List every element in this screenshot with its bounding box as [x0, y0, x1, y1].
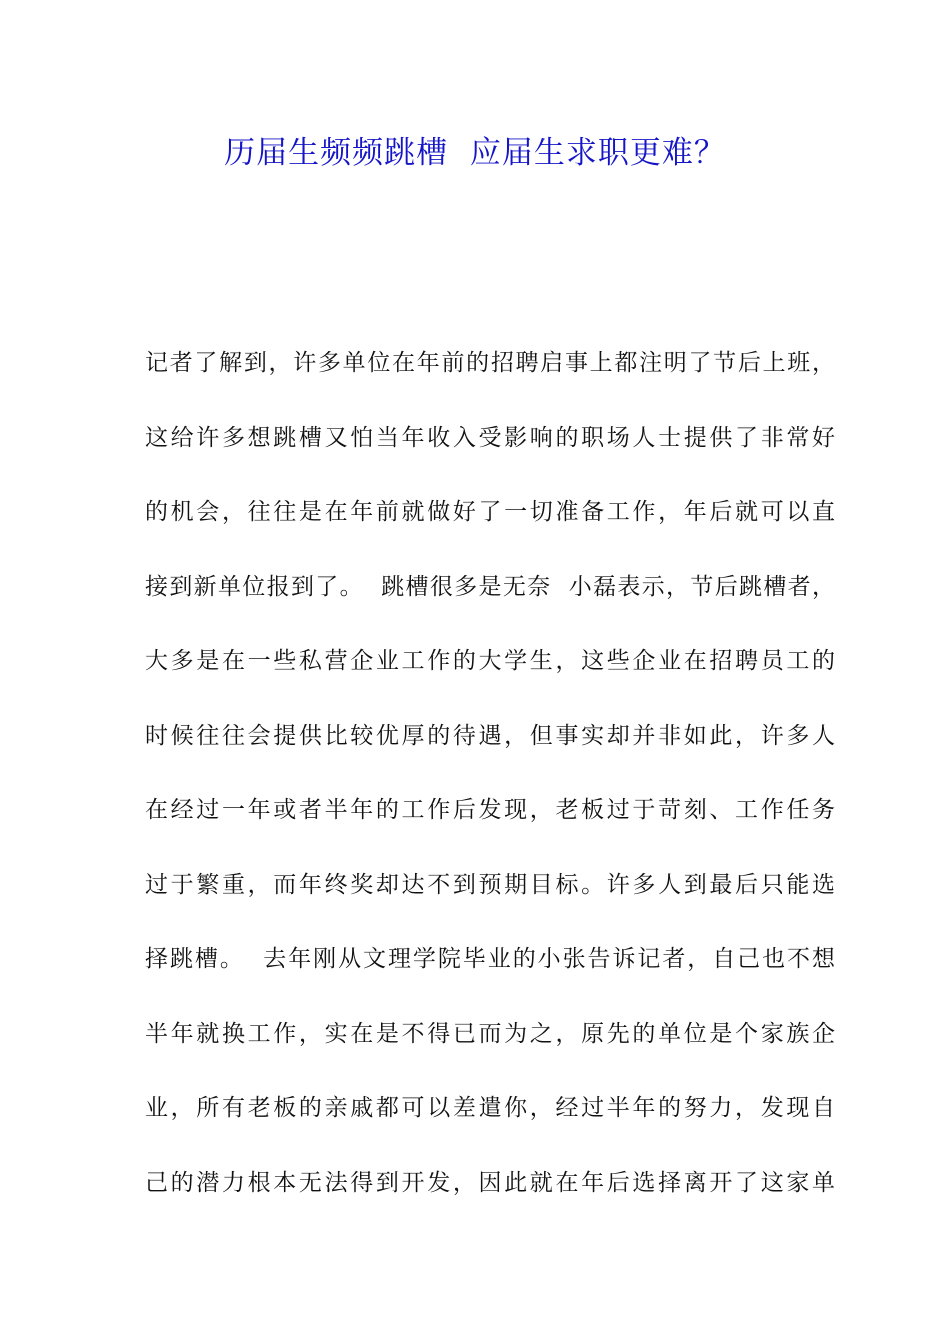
body-line-6: 时候往往会提供比较优厚的待遇，但事实却并非如此，许多人: [145, 722, 835, 749]
body-line-4: 接到新单位报到了。 跳槽很多是无奈 小磊表示，节后跳槽者，: [145, 573, 835, 600]
body-line-3: 的机会，往往是在年前就做好了一切准备工作，年后就可以直: [145, 499, 835, 525]
article-title: 历届生频频跳槽 应届生求职更难？: [224, 135, 726, 171]
body-line-12: 己的潜力根本无法得到开发，因此就在年后选择离开了这家单: [145, 1169, 835, 1196]
body-line-10: 半年就换工作，实在是不得已而为之，原先的单位是个家族企: [145, 1020, 835, 1047]
body-line-11: 业，所有老板的亲戚都可以差遣你，经过半年的努力，发现自: [145, 1095, 835, 1121]
body-line-7: 在经过一年或者半年的工作后发现，老板过于苛刻、工作任务: [145, 797, 835, 823]
article-body: [145, 343, 835, 1237]
body-line-5: 大多是在一些私营企业工作的大学生，这些企业在招聘员工的: [145, 648, 835, 674]
body-line-8: 过于繁重，而年终奖却达不到预期目标。许多人到最后只能选: [145, 871, 835, 898]
body-line-1: 记者了解到，许多单位在年前的招聘启事上都注明了节后上班，: [145, 350, 835, 376]
body-line-9: 择跳槽。 去年刚从文理学院毕业的小张告诉记者，自己也不想: [145, 946, 835, 972]
body-line-2: 这给许多想跳槽又怕当年收入受影响的职场人士提供了非常好: [145, 424, 835, 451]
